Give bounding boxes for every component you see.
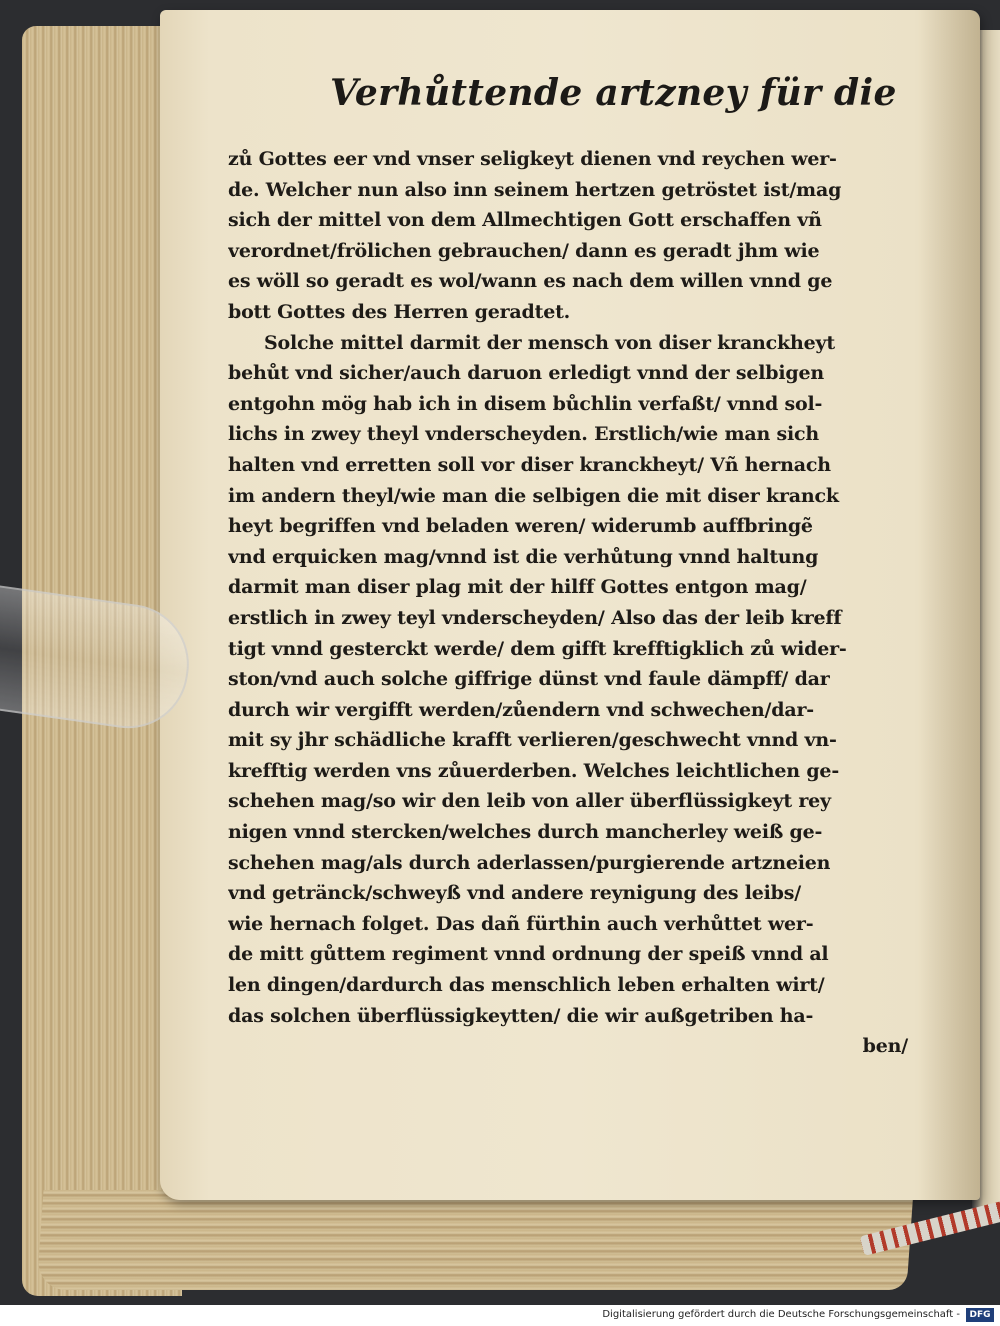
text-line: entgohn mög hab ich in disem bůchlin verfaßt/ vnnd sol-	[228, 392, 823, 415]
text-line: nigen vnnd stercken/welches durch mancherley weiß ge-	[228, 821, 823, 844]
spine-shadow	[920, 10, 980, 1200]
text-line: schehen mag/als durch aderlassen/purgierende artzneien	[228, 851, 831, 874]
page-heading: Verhůttende artzney für die	[330, 72, 897, 114]
text-line: das solchen überflüssigkeytten/ die wir außgetriben ha-	[228, 1004, 814, 1027]
text-line: halten vnd erretten soll vor diser kranckheyt/ Vñ hernach	[228, 453, 831, 476]
text-line: lichs in zwey theyl vnderscheyden. Erstlich/wie man sich	[228, 423, 820, 446]
text-line: verordnet/frölichen gebrauchen/ dann es geradt jhm wie	[228, 239, 820, 262]
text-line: krefftig werden vns zůuerderben. Welches leichtlichen ge-	[228, 759, 839, 782]
text-line: de. Welcher nun also inn seinem hertzen getröstet ist/mag	[228, 178, 842, 201]
text-line: erstlich in zwey teyl vnderscheyden/ Also das der leib kreff	[228, 606, 842, 629]
text-line: heyt begriffen vnd beladen weren/ widerumb auffbringẽ	[228, 515, 813, 538]
text-line: tigt vnnd gesterckt werde/ dem gifft krefftigklich zů wider-	[228, 637, 847, 660]
text-line: vnd getränck/schweyß vnd andere reynigung des leibs/	[228, 882, 802, 905]
text-line: Solche mittel darmit der mensch von diser kranckheyt	[264, 331, 835, 354]
text-line: len dingen/dardurch das menschlich leben erhalten wirt/	[228, 974, 825, 997]
catchword: ben/	[862, 1035, 908, 1058]
text-line: ston/vnd auch solche giffrige dünst vnd faule dämpff/ dar	[228, 668, 830, 691]
text-line: es wöll so geradt es wol/wann es nach dem willen vnnd ge	[228, 270, 833, 293]
text-line: mit sy jhr schädliche krafft verlieren/geschwecht vnnd vn-	[228, 729, 837, 752]
book-page-edges-bottom	[37, 1190, 914, 1290]
text-line: darmit man diser plag mit der hilff Gottes entgon mag/	[228, 576, 807, 599]
text-line: zů Gottes eer vnd vnser seligkeyt dienen vnd reychen wer-	[228, 148, 837, 170]
text-line: vnd erquicken mag/vnnd ist die verhůtung vnnd haltung	[228, 545, 819, 568]
text-line: de mitt gůttem regiment vnnd ordnung der speiß vnnd al	[228, 943, 829, 966]
footer-bar	[0, 1305, 1000, 1326]
text-line: im andern theyl/wie man die selbigen die mit diser kranck	[228, 484, 839, 507]
dfg-logo: DFG	[966, 1308, 994, 1322]
text-line: sich der mittel von dem Allmechtigen Gott erschaffen vñ	[228, 209, 822, 232]
text-line: schehen mag/so wir den leib von aller überflüssigkeyt rey	[228, 790, 831, 813]
text-line: durch wir vergifft werden/zůendern vnd schwechen/dar-	[228, 698, 814, 721]
body-text	[228, 144, 918, 1062]
text-line: bott Gottes des Herren geradtet.	[228, 300, 571, 323]
text-line: behůt vnd sicher/auch daruon erledigt vnnd der selbigen	[228, 362, 824, 385]
funding-credit: Digitalisierung gefördert durch die Deutsche Forschungsgemeinschaft -	[602, 1309, 960, 1320]
text-line: wie hernach folget. Das dañ fürthin auch verhůttet wer-	[228, 912, 814, 935]
